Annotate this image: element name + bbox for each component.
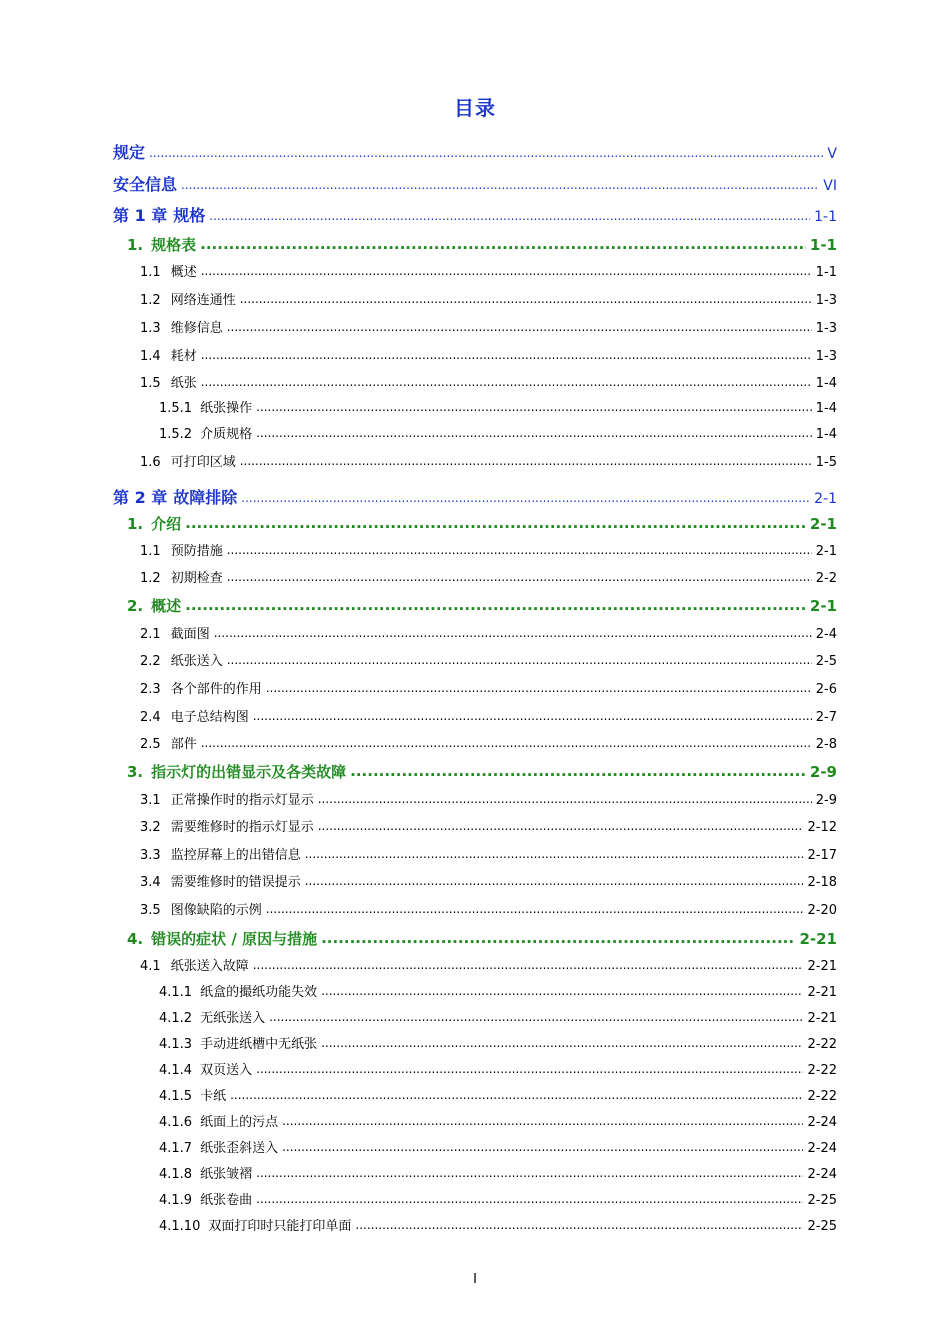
- toc-entry-page: 2-21: [807, 1011, 837, 1026]
- toc-entry-number: 1.6: [140, 455, 161, 470]
- dot-leader: [355, 1219, 803, 1231]
- toc-entry-section[interactable]: [127, 932, 837, 947]
- dot-leader: [256, 427, 812, 439]
- dot-leader: [318, 820, 804, 832]
- toc-entry-title: 预防措施: [170, 544, 223, 559]
- toc-entry-page: 2-21: [807, 959, 837, 974]
- toc-entry-title: 电子总结构图: [170, 710, 249, 725]
- toc-entry-subsection[interactable]: [140, 628, 837, 641]
- toc-entry-page: 1-5: [815, 455, 837, 470]
- dot-leader: [149, 147, 823, 159]
- toc-entry-page: 2-1: [809, 597, 837, 615]
- toc-entry-page: 1-3: [815, 293, 837, 308]
- toc-entry-page: 1-4: [815, 376, 837, 391]
- dot-leader: [350, 764, 806, 779]
- toc-entry-title: 部件: [170, 737, 197, 752]
- toc-entry-number: 4.1.2: [159, 1011, 193, 1026]
- dot-leader: [266, 903, 804, 915]
- toc-entry-page: 2-24: [807, 1167, 837, 1182]
- toc-entry-subsubsection[interactable]: [159, 428, 837, 441]
- dot-leader: [318, 793, 812, 805]
- toc-entry-number: 2.5: [140, 737, 161, 752]
- toc-entry-page: 2-4: [815, 627, 837, 642]
- toc-entry-page: V: [827, 146, 837, 162]
- toc-entry-subsubsection[interactable]: [159, 1168, 837, 1181]
- dot-leader: [185, 598, 806, 613]
- toc-entry-chapter-1[interactable]: [113, 208, 837, 224]
- toc-entry-subsection[interactable]: [140, 294, 837, 307]
- toc-entry-subsection[interactable]: [140, 545, 837, 558]
- toc-entry-number: 4.1.7: [159, 1141, 193, 1156]
- toc-entry-number: 1.2: [140, 293, 161, 308]
- dot-leader: [227, 571, 812, 583]
- toc-entry-page: 2-2: [815, 571, 837, 586]
- toc-entry-subsubsection[interactable]: [159, 1012, 837, 1025]
- toc-entry-number: 2.3: [140, 682, 161, 697]
- toc-entry-page: 1-4: [815, 427, 837, 442]
- toc-entry-title: 纸张操作: [200, 401, 253, 416]
- toc-entry-title: 纸张送入: [170, 654, 223, 669]
- page-title: 目录: [454, 96, 496, 120]
- dot-leader: [256, 1063, 803, 1075]
- toc-entry-subsection[interactable]: [140, 322, 837, 335]
- toc-entry-title: 纸面上的污点: [200, 1115, 279, 1130]
- toc-entry-title: 双面打印时只能打印单面: [208, 1219, 352, 1234]
- dot-leader: [256, 1193, 803, 1205]
- toc-entry-title: 需要维修时的指示灯显示: [170, 820, 314, 835]
- toc-entry-subsection[interactable]: [140, 655, 837, 668]
- toc-entry-title: 纸张歪斜送入: [200, 1141, 279, 1156]
- toc-entry-number: 1.: [127, 515, 144, 533]
- toc-entry-page: 2-7: [815, 710, 837, 725]
- dot-leader: [201, 265, 812, 277]
- dot-leader: [253, 710, 812, 722]
- toc-entry-number: 3.4: [140, 875, 161, 890]
- toc-entry-subsection[interactable]: [140, 876, 837, 889]
- toc-entry-section[interactable]: [127, 517, 837, 532]
- toc-entry-page: 2-5: [815, 654, 837, 669]
- toc-entry-page: 2-25: [807, 1193, 837, 1208]
- toc-entry-number: 4.1.3: [159, 1037, 193, 1052]
- toc-entry-section[interactable]: [127, 765, 837, 780]
- dot-leader: [253, 959, 804, 971]
- toc-entry-title: 各个部件的作用: [170, 682, 262, 697]
- toc-entry-title: 错误的症状 / 原因与措施: [151, 930, 318, 948]
- toc-entry-page: 2-21: [807, 985, 837, 1000]
- dot-leader: [227, 654, 812, 666]
- dot-leader: [321, 931, 795, 946]
- toc-entry-subsubsection[interactable]: [159, 1194, 837, 1207]
- dot-leader: [201, 737, 812, 749]
- toc-entry-subsubsection[interactable]: [159, 1038, 837, 1051]
- dot-leader: [201, 349, 812, 361]
- dot-leader: [256, 401, 812, 413]
- toc-entry-title: 概述: [151, 597, 182, 615]
- toc-entry-number: 3.1: [140, 793, 161, 808]
- toc-entry-page: 2-9: [815, 793, 837, 808]
- dot-leader: [305, 848, 804, 860]
- toc-entry-title: 规格: [173, 206, 206, 225]
- toc-entry-title: 纸张皱褶: [200, 1167, 253, 1182]
- toc-entry-number: 1.5.2: [159, 427, 193, 442]
- toc-entry-subsection[interactable]: [140, 960, 837, 973]
- toc-entry-page: 1-3: [815, 349, 837, 364]
- toc-entry-number: 4.1.8: [159, 1167, 193, 1182]
- toc-entry-subsubsection[interactable]: [159, 986, 837, 999]
- toc-entry-title: 纸张卷曲: [200, 1193, 253, 1208]
- toc-entry-page: 2-1: [809, 515, 837, 533]
- toc-entry-page: 1-4: [815, 401, 837, 416]
- toc-entry-number: 4.1.4: [159, 1063, 193, 1078]
- dot-leader: [240, 455, 812, 467]
- toc-entry-subsection[interactable]: [140, 821, 837, 834]
- dot-leader: [230, 1089, 803, 1101]
- toc-entry-page: 2-24: [807, 1141, 837, 1156]
- toc-entry-title: 耗材: [170, 349, 197, 364]
- toc-entry-safety-info[interactable]: [113, 177, 837, 193]
- toc-entry-section[interactable]: [127, 238, 837, 253]
- toc-entry-title: 可打印区域: [170, 455, 236, 470]
- toc-entry-number: 2.1: [140, 627, 161, 642]
- toc-entry-subsection[interactable]: [140, 683, 837, 696]
- toc-entry-page: 2-9: [809, 763, 837, 781]
- toc-entry-title: 维修信息: [170, 321, 223, 336]
- toc-entry-title: 规格表: [151, 236, 197, 254]
- toc-entry-title: 卡纸: [200, 1089, 227, 1104]
- toc-entry-title: 介质规格: [200, 427, 253, 442]
- dot-leader: [181, 179, 819, 191]
- toc-entry-number: 4.1: [140, 959, 161, 974]
- toc-entry-page: 1-3: [815, 321, 837, 336]
- dot-leader: [241, 492, 810, 504]
- toc-entry-title: 双页送入: [200, 1063, 253, 1078]
- dot-leader: [305, 875, 804, 887]
- dot-leader: [185, 516, 806, 531]
- toc-entry-title: 手动进纸槽中无纸张: [200, 1037, 318, 1052]
- toc-entry-page: 1-1: [815, 265, 837, 280]
- toc-entry-title: 纸张送入故障: [170, 959, 249, 974]
- toc-entry-subsection[interactable]: [140, 849, 837, 862]
- dot-leader: [214, 627, 812, 639]
- toc-entry-number: 3.3: [140, 848, 161, 863]
- dot-leader: [282, 1141, 803, 1153]
- toc-entry-chapter-2[interactable]: [113, 490, 837, 506]
- toc-entry-subsubsection[interactable]: [159, 1116, 837, 1129]
- toc-entry-page: 2-21: [799, 930, 837, 948]
- toc-entry-number: 1.: [127, 236, 144, 254]
- toc-entry-page: 2-22: [807, 1063, 837, 1078]
- toc-entry-subsection[interactable]: [140, 794, 837, 807]
- toc-entry-label: 安全信息: [113, 175, 178, 194]
- dot-leader: [321, 985, 803, 997]
- toc-entry-subsection[interactable]: [140, 904, 837, 917]
- toc-entry-number: 4.1.10: [159, 1219, 201, 1234]
- toc-entry-title: 无纸张送入: [200, 1011, 266, 1026]
- toc-entry-number: 2.: [127, 597, 144, 615]
- toc-entry-page: 2-8: [815, 737, 837, 752]
- toc-entry-number: 3.2: [140, 820, 161, 835]
- page-number: I: [473, 1272, 477, 1287]
- toc-entry-page: 2-1: [815, 544, 837, 559]
- toc-entry-page: 2-22: [807, 1089, 837, 1104]
- toc-entry-subsection[interactable]: [140, 456, 837, 469]
- dot-leader: [209, 210, 810, 222]
- toc-entry-subsubsection[interactable]: [159, 1142, 837, 1155]
- toc-entry-page: 1-1: [809, 236, 837, 254]
- toc-entry-page: 2-18: [807, 875, 837, 890]
- toc-entry-number: 1.4: [140, 349, 161, 364]
- toc-entry-title: 初期检查: [170, 571, 223, 586]
- toc-entry-section[interactable]: [127, 599, 837, 614]
- toc-entry-number: 第 1 章: [113, 206, 168, 225]
- dot-leader: [227, 544, 812, 556]
- dot-leader: [227, 321, 812, 333]
- toc-entry-page: 2-24: [807, 1115, 837, 1130]
- dot-leader: [269, 1011, 803, 1023]
- toc-entry-title: 截面图: [170, 627, 210, 642]
- toc-entry-regulations[interactable]: [113, 145, 837, 161]
- toc-entry-title: 介绍: [151, 515, 182, 533]
- toc-entry-title: 指示灯的出错显示及各类故障: [151, 763, 347, 781]
- toc-entry-subsection[interactable]: [140, 572, 837, 585]
- dot-leader: [266, 682, 812, 694]
- toc-entry-title: 图像缺陷的示例: [170, 903, 262, 918]
- toc-entry-title: 纸盒的撮纸功能失效: [200, 985, 318, 1000]
- toc-entry-page: 2-12: [807, 820, 837, 835]
- dot-leader: [321, 1037, 803, 1049]
- toc-entry-page: 2-6: [815, 682, 837, 697]
- toc-entry-page: VI: [823, 178, 837, 194]
- toc-entry-subsection[interactable]: [140, 738, 837, 751]
- toc-entry-page: 2-25: [807, 1219, 837, 1234]
- toc-entry-number: 4.: [127, 930, 144, 948]
- toc-entry-subsection[interactable]: [140, 350, 837, 363]
- toc-entry-number: 4.1.5: [159, 1089, 193, 1104]
- toc-entry-number: 1.2: [140, 571, 161, 586]
- toc-entry-subsubsection[interactable]: [159, 402, 837, 415]
- toc-entry-label: 规定: [113, 143, 146, 162]
- toc-entry-number: 3.5: [140, 903, 161, 918]
- toc-entry-page: 2-20: [807, 903, 837, 918]
- toc-entry-subsection[interactable]: [140, 377, 837, 390]
- toc-entry-title: 需要维修时的错误提示: [170, 875, 301, 890]
- dot-leader: [256, 1167, 803, 1179]
- toc-entry-number: 1.1: [140, 544, 161, 559]
- toc-entry-page: 2-22: [807, 1037, 837, 1052]
- toc-entry-title: 正常操作时的指示灯显示: [170, 793, 314, 808]
- toc-entry-number: 2.2: [140, 654, 161, 669]
- toc-entry-subsubsection[interactable]: [159, 1064, 837, 1077]
- toc-entry-number: 1.1: [140, 265, 161, 280]
- toc-entry-number: 第 2 章: [113, 488, 168, 507]
- toc-entry-number: 3.: [127, 763, 144, 781]
- toc-entry-page: 2-1: [814, 491, 837, 507]
- toc-entry-page: 2-17: [807, 848, 837, 863]
- toc-entry-number: 4.1.1: [159, 985, 193, 1000]
- toc-entry-number: 4.1.9: [159, 1193, 193, 1208]
- toc-entry-subsubsection[interactable]: [159, 1220, 837, 1233]
- toc-entry-title: 纸张: [170, 376, 197, 391]
- dot-leader: [200, 237, 806, 252]
- toc-entry-subsection[interactable]: [140, 266, 837, 279]
- toc-entry-number: 4.1.6: [159, 1115, 193, 1130]
- toc-entry-number: 1.5.1: [159, 401, 193, 416]
- toc-entry-page: 1-1: [814, 209, 837, 225]
- toc-entry-title: 故障排除: [173, 488, 238, 507]
- toc-entry-label: [113, 208, 207, 224]
- toc-entry-number: 1.3: [140, 321, 161, 336]
- toc-entry-number: 1.5: [140, 376, 161, 391]
- toc-entry-subsubsection[interactable]: [159, 1090, 837, 1103]
- toc-entry-title: 监控屏幕上的出错信息: [170, 848, 301, 863]
- dot-leader: [240, 293, 812, 305]
- dot-leader: [201, 376, 812, 388]
- toc-entry-number: 2.4: [140, 710, 161, 725]
- toc-entry-subsection[interactable]: [140, 711, 837, 724]
- dot-leader: [282, 1115, 803, 1127]
- toc-entry-title: 概述: [170, 265, 197, 280]
- toc-entry-title: 网络连通性: [170, 293, 236, 308]
